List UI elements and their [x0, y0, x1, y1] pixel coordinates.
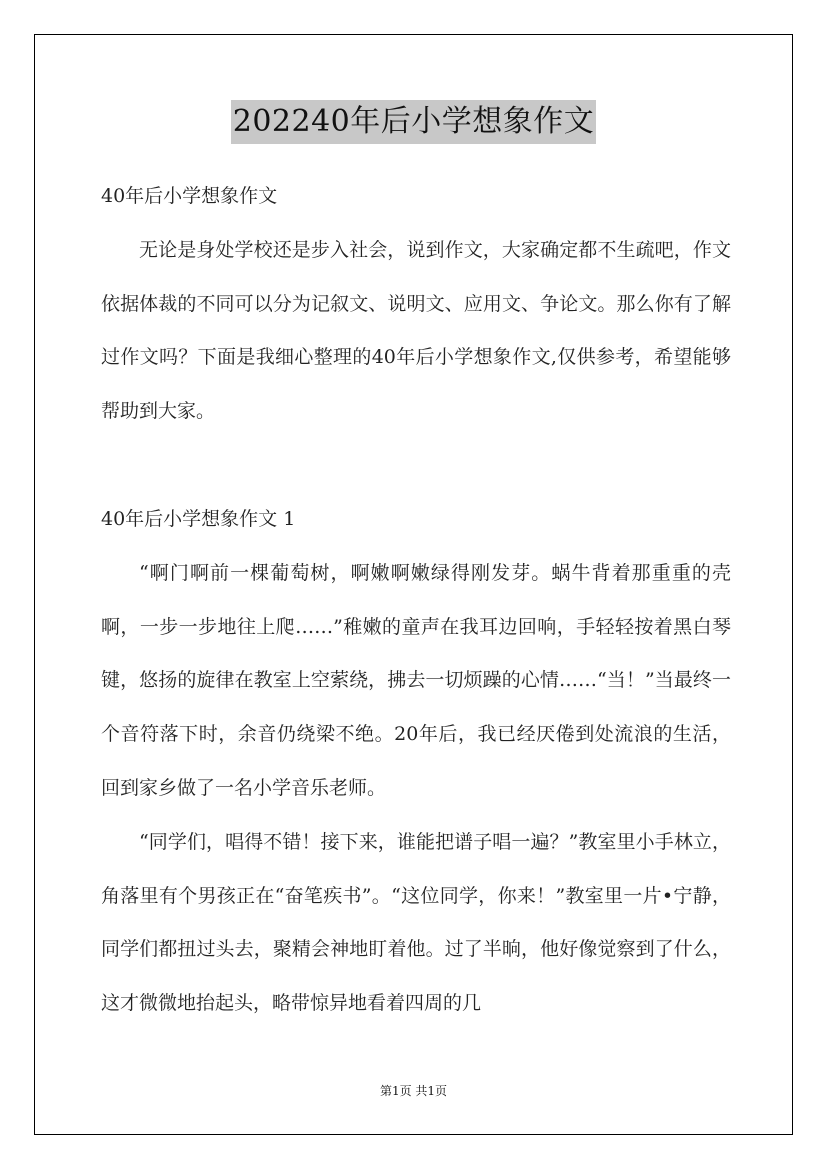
section-heading: 40年后小学想象作文 1 [101, 507, 296, 530]
title-container [0, 100, 827, 144]
body-paragraph-1: “啊门啊前一棵葡萄树，啊嫩啊嫩绿得刚发芽。蜗牛背着那重重的壳啊，一步一步地往上爬……”稚嫩的童声在我耳边回响，手轻轻按着黑白琴键，悠扬的旋律在教室上空萦绕，拂去一切烦躁的心情……“当！”当最终一个音符落下时，余音仍绕梁不绝。20年后，我已经厌倦到处流浪的生活，回到家乡做了一名小学音乐老师。 [101, 561, 731, 799]
page-footer: 第1页 共1页 [379, 1084, 448, 1098]
intro-paragraph: 无论是身处学校还是步入社会，说到作文，大家确定都不生疏吧，作文依据体裁的不同可以分为记叙文、说明文、应用文、争论文。那么你有了解过作文吗？下面是我细心整理的40年后小学想象作文,仅供参考，希望能够帮助到大家。 [101, 238, 731, 423]
subtitle-heading: 40年后小学想象作文 [101, 185, 278, 207]
document-body [101, 170, 731, 1031]
section-spacer [101, 439, 731, 493]
document-title: 202240年后小学想象作文 [231, 100, 597, 144]
body-paragraph-2: “同学们，唱得不错！接下来，谁能把谱子唱一遍？”教室里小手林立，角落里有个男孩正在“奋笔疾书”。“这位同学，你来！”教室里一片•宁静，同学们都扭过头去，聚精会神地盯着他。过了半晌，他好像觉察到了什么，这才微微地抬起头，略带惊异地看着四周的几 [101, 830, 731, 1015]
